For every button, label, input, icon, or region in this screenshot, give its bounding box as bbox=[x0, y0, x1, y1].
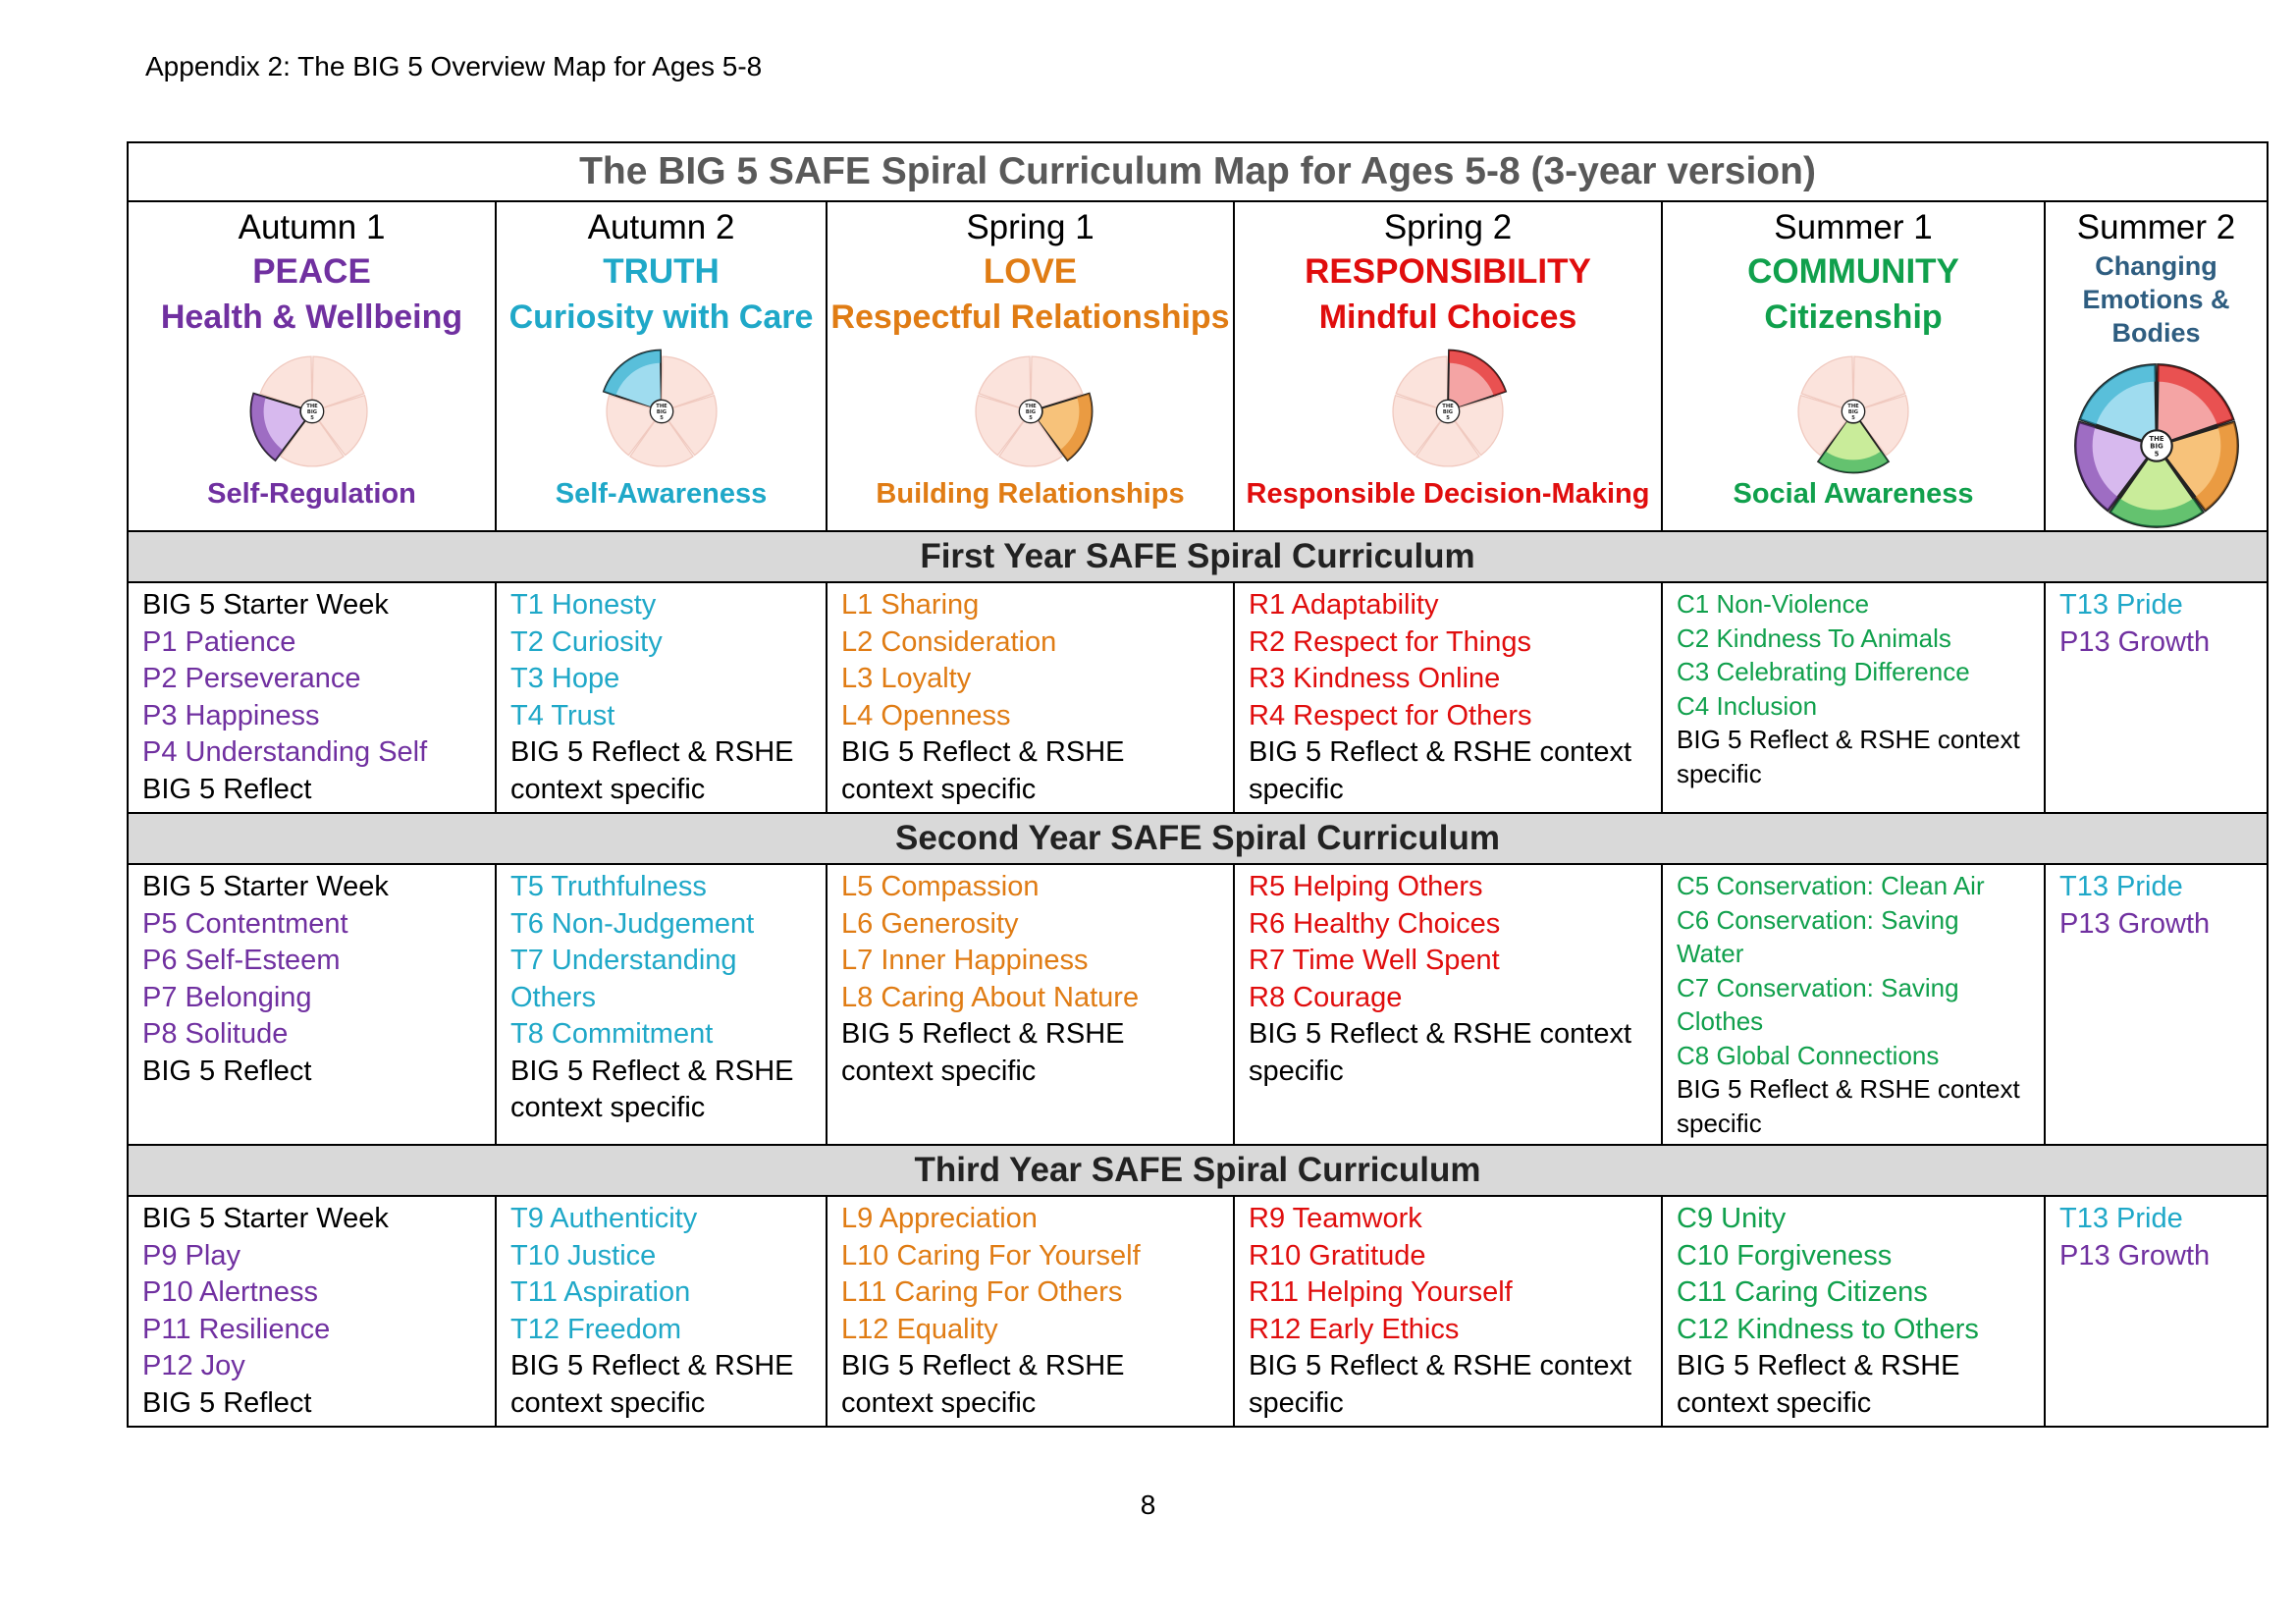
wheel-center-text: 5 bbox=[1028, 414, 1033, 421]
wheel-svg bbox=[967, 348, 1095, 475]
list-item: P8 Solitude bbox=[142, 1018, 289, 1050]
list-item: T1 Honesty bbox=[510, 589, 657, 621]
term-spring-1 bbox=[827, 201, 1234, 531]
theme-subtitle-line: Bodies bbox=[2111, 318, 2201, 348]
list-item: BIG 5 Reflect & RSHE context specific bbox=[1677, 1350, 1960, 1419]
list-item: P9 Play bbox=[142, 1239, 240, 1272]
big5-wheel-icon bbox=[1789, 348, 1917, 475]
list-item: T4 Trust bbox=[510, 699, 615, 731]
list-item: BIG 5 Reflect & RSHE context specific bbox=[510, 1350, 794, 1419]
list-item: C11 Caring Citizens bbox=[1677, 1276, 1928, 1308]
list-item: R8 Courage bbox=[1249, 981, 1403, 1013]
list-item: L2 Consideration bbox=[841, 625, 1057, 658]
list-item: P1 Patience bbox=[142, 625, 296, 658]
wheel-center-text: BIG bbox=[2149, 442, 2163, 451]
wheel-center-text: BIG bbox=[1442, 408, 1454, 415]
list-item: P3 Happiness bbox=[142, 699, 320, 731]
list-item: BIG 5 Reflect bbox=[142, 1055, 312, 1087]
list-item: BIG 5 Reflect & RSHE context specific bbox=[1249, 736, 1632, 805]
big5-wheel-icon bbox=[1384, 348, 1512, 475]
year-3-heading: Third Year SAFE Spiral Curriculum bbox=[128, 1145, 2268, 1196]
year-1-summer-2 bbox=[2045, 582, 2268, 813]
year-2-spring-1 bbox=[827, 864, 1234, 1145]
list-item: R4 Respect for Others bbox=[1249, 699, 1532, 731]
list-item: P13 Growth bbox=[2059, 907, 2211, 940]
list-item: R11 Helping Yourself bbox=[1249, 1276, 1513, 1308]
list-item: C2 Kindness To Animals bbox=[1677, 623, 1951, 653]
list-item: C5 Conservation: Clean Air bbox=[1677, 871, 1985, 900]
list-item: C1 Non-Violence bbox=[1677, 589, 1870, 619]
year-3-autumn-1 bbox=[128, 1196, 496, 1427]
term-name: Spring 2 bbox=[1383, 208, 1513, 246]
list-item: BIG 5 Reflect bbox=[142, 773, 312, 805]
list-item: L12 Equality bbox=[841, 1313, 998, 1345]
list-item: T12 Freedom bbox=[510, 1313, 682, 1345]
wheel-center-text: BIG bbox=[1847, 408, 1859, 415]
full-wheel-svg bbox=[2072, 361, 2241, 530]
wheel-center-text: 5 bbox=[2154, 450, 2159, 459]
wheel-svg bbox=[1384, 348, 1512, 475]
list-item: P5 Contentment bbox=[142, 907, 348, 940]
list-item: BIG 5 Reflect & RSHE context specific bbox=[1677, 1074, 2020, 1138]
list-item: C9 Unity bbox=[1677, 1203, 1787, 1234]
list-item: P11 Resilience bbox=[142, 1313, 331, 1345]
list-item: T10 Justice bbox=[510, 1239, 657, 1272]
wheel-center-text: THE bbox=[1847, 404, 1859, 410]
list-item: L1 Sharing bbox=[841, 589, 980, 621]
big5-wheel-icon bbox=[598, 348, 725, 475]
list-item: BIG 5 Reflect & RSHE context specific bbox=[841, 736, 1125, 805]
list-item: R5 Helping Others bbox=[1249, 871, 1483, 902]
wheel-svg bbox=[598, 348, 725, 475]
list-item: C4 Inclusion bbox=[1677, 690, 1818, 721]
year-1-spring-1 bbox=[827, 582, 1234, 813]
big5-full-wheel-icon bbox=[2072, 361, 2241, 530]
list-item: BIG 5 Starter Week bbox=[142, 871, 389, 902]
page-number: 8 bbox=[1140, 1489, 1156, 1520]
wheel-center-text: BIG bbox=[1025, 408, 1036, 415]
list-item: BIG 5 Reflect & RSHE context specific bbox=[1677, 725, 2020, 788]
year-3-summer-2 bbox=[2045, 1196, 2268, 1427]
list-item: T5 Truthfulness bbox=[510, 871, 707, 902]
theme-subtitle: Curiosity with Care bbox=[508, 298, 814, 336]
list-item: T2 Curiosity bbox=[510, 625, 663, 658]
year-3-autumn-2 bbox=[496, 1196, 827, 1427]
year-2-spring-2 bbox=[1234, 864, 1662, 1145]
skill-label: Self-Regulation bbox=[207, 478, 416, 510]
wheel-center-text: 5 bbox=[1446, 414, 1450, 421]
list-item: L9 Appreciation bbox=[841, 1203, 1038, 1234]
wheel-center-text: THE bbox=[305, 404, 318, 410]
list-item: BIG 5 Starter Week bbox=[142, 1203, 389, 1234]
term-summer-1 bbox=[1662, 201, 2045, 531]
wheel-center-text: THE bbox=[1024, 404, 1037, 410]
theme-subtitle: Citizenship bbox=[1764, 298, 1943, 336]
theme-name: PEACE bbox=[252, 252, 371, 291]
wheel-center-text: BIG bbox=[656, 408, 667, 415]
list-item: T9 Authenticity bbox=[510, 1203, 698, 1234]
list-item: C7 Conservation: Saving Clothes bbox=[1677, 972, 1959, 1036]
list-item: BIG 5 Reflect & RSHE context specific bbox=[510, 736, 794, 805]
list-item: T11 Aspiration bbox=[510, 1276, 691, 1308]
year-2-row bbox=[128, 864, 2268, 1145]
list-item: T7 Understanding Others bbox=[510, 945, 737, 1013]
term-header-row bbox=[128, 201, 2268, 531]
year-2-autumn-1 bbox=[128, 864, 496, 1145]
term-spring-2 bbox=[1234, 201, 1662, 531]
list-item: BIG 5 Reflect & RSHE context specific bbox=[1249, 1350, 1632, 1419]
theme-name: COMMUNITY bbox=[1747, 252, 1959, 291]
list-item: R9 Teamwork bbox=[1249, 1203, 1422, 1234]
list-item: T13 Pride bbox=[2059, 589, 2183, 621]
year-2-summer-1 bbox=[1662, 864, 2045, 1145]
list-item: R12 Early Ethics bbox=[1249, 1313, 1460, 1345]
list-item: BIG 5 Reflect & RSHE context specific bbox=[510, 1055, 794, 1123]
list-item: BIG 5 Reflect & RSHE context specific bbox=[1249, 1018, 1632, 1087]
skill-label: Building Relationships bbox=[876, 478, 1185, 510]
theme-name: RESPONSIBILITY bbox=[1305, 252, 1591, 291]
list-item: R10 Gratitude bbox=[1249, 1239, 1426, 1272]
wheel-svg bbox=[248, 348, 376, 475]
list-item: C8 Global Connections bbox=[1677, 1040, 1940, 1070]
year-1-autumn-1 bbox=[128, 582, 496, 813]
term-name: Autumn 2 bbox=[587, 208, 735, 246]
year-1-summer-1 bbox=[1662, 582, 2045, 813]
skill-label: Responsible Decision-Making bbox=[1246, 478, 1650, 510]
theme-name: TRUTH bbox=[603, 252, 720, 291]
list-item: P7 Belonging bbox=[142, 981, 312, 1013]
list-item: C6 Conservation: Saving Water bbox=[1677, 904, 1959, 968]
list-item: R2 Respect for Things bbox=[1249, 625, 1531, 658]
curriculum-map-table bbox=[127, 141, 2269, 1428]
term-name: Spring 1 bbox=[966, 208, 1095, 246]
year-1-row bbox=[128, 582, 2268, 813]
list-item: L10 Caring For Yourself bbox=[841, 1239, 1141, 1272]
list-item: C3 Celebrating Difference bbox=[1677, 657, 1970, 686]
term-autumn-2 bbox=[496, 201, 827, 531]
year-3-summer-1 bbox=[1662, 1196, 2045, 1427]
year-2-heading: Second Year SAFE Spiral Curriculum bbox=[128, 813, 2268, 864]
list-item: L8 Caring About Nature bbox=[841, 981, 1140, 1013]
wheel-center-text: 5 bbox=[309, 414, 314, 421]
list-item: P2 Perseverance bbox=[142, 663, 361, 694]
table-title: The BIG 5 SAFE Spiral Curriculum Map for Ages 5-8 (3-year version) bbox=[128, 142, 2268, 201]
wheel-center-text: THE bbox=[655, 404, 667, 410]
theme-subtitle-line: Changing bbox=[2095, 251, 2217, 281]
list-item: R6 Healthy Choices bbox=[1249, 907, 1501, 940]
year-1-autumn-2 bbox=[496, 582, 827, 813]
wheel-center-text: 5 bbox=[1851, 414, 1855, 421]
term-name: Autumn 1 bbox=[238, 208, 386, 246]
list-item: C12 Kindness to Others bbox=[1677, 1313, 1979, 1345]
list-item: P13 Growth bbox=[2059, 625, 2211, 658]
skill-label: Self-Awareness bbox=[555, 478, 768, 510]
list-item: BIG 5 Starter Week bbox=[142, 589, 389, 621]
list-item: L6 Generosity bbox=[841, 907, 1019, 940]
list-item: P4 Understanding Self bbox=[142, 736, 428, 768]
list-item: BIG 5 Reflect bbox=[142, 1386, 312, 1419]
theme-name: LOVE bbox=[983, 252, 1078, 291]
year-1-heading: First Year SAFE Spiral Curriculum bbox=[128, 531, 2268, 582]
list-item: L4 Openness bbox=[841, 699, 1011, 731]
list-item: L7 Inner Happiness bbox=[841, 945, 1089, 976]
term-autumn-1 bbox=[128, 201, 496, 531]
term-summer-2 bbox=[2045, 201, 2268, 531]
theme-subtitle: Health & Wellbeing bbox=[160, 298, 463, 336]
wheel-center-text: BIG bbox=[306, 408, 317, 415]
year-3-row bbox=[128, 1196, 2268, 1427]
list-item: C10 Forgiveness bbox=[1677, 1239, 1893, 1272]
list-item: L5 Compassion bbox=[841, 871, 1040, 902]
wheel-center-text: THE bbox=[1442, 404, 1454, 410]
big5-wheel-icon bbox=[967, 348, 1095, 475]
wheel-center-text: THE bbox=[2148, 434, 2164, 443]
year-3-spring-1 bbox=[827, 1196, 1234, 1427]
year-2-summer-2 bbox=[2045, 864, 2268, 1145]
appendix-title: Appendix 2: The BIG 5 Overview Map for Ages 5-8 bbox=[145, 51, 763, 81]
list-item: T8 Commitment bbox=[510, 1018, 714, 1050]
list-item: R3 Kindness Online bbox=[1249, 663, 1501, 694]
list-item: P13 Growth bbox=[2059, 1239, 2211, 1272]
list-item: T3 Hope bbox=[510, 663, 620, 694]
wheel-svg bbox=[1789, 348, 1917, 475]
list-item: T6 Non-Judgement bbox=[510, 907, 755, 940]
list-item: L3 Loyalty bbox=[841, 663, 972, 694]
list-item: T13 Pride bbox=[2059, 871, 2183, 902]
skill-label: Social Awareness bbox=[1733, 478, 1974, 510]
theme-subtitle: Mindful Choices bbox=[1318, 298, 1577, 336]
list-item: BIG 5 Reflect & RSHE context specific bbox=[841, 1018, 1125, 1087]
big5-wheel-icon bbox=[248, 348, 376, 475]
year-3-spring-2 bbox=[1234, 1196, 1662, 1427]
theme-subtitle: Respectful Relationships bbox=[830, 298, 1230, 336]
theme-subtitle-line: Emotions & bbox=[2082, 285, 2230, 314]
term-name: Summer 2 bbox=[2076, 208, 2236, 246]
list-item: BIG 5 Reflect & RSHE context specific bbox=[841, 1350, 1125, 1419]
list-item: R1 Adaptability bbox=[1249, 589, 1439, 621]
year-1-spring-2 bbox=[1234, 582, 1662, 813]
list-item: L11 Caring For Others bbox=[841, 1276, 1123, 1308]
list-item: P12 Joy bbox=[142, 1350, 245, 1381]
term-name: Summer 1 bbox=[1774, 208, 1933, 246]
year-2-autumn-2 bbox=[496, 864, 827, 1145]
list-item: P6 Self-Esteem bbox=[142, 945, 341, 976]
list-item: P10 Alertness bbox=[142, 1276, 318, 1308]
list-item: T13 Pride bbox=[2059, 1203, 2183, 1234]
list-item: R7 Time Well Spent bbox=[1249, 945, 1500, 976]
wheel-center-text: 5 bbox=[659, 414, 664, 421]
